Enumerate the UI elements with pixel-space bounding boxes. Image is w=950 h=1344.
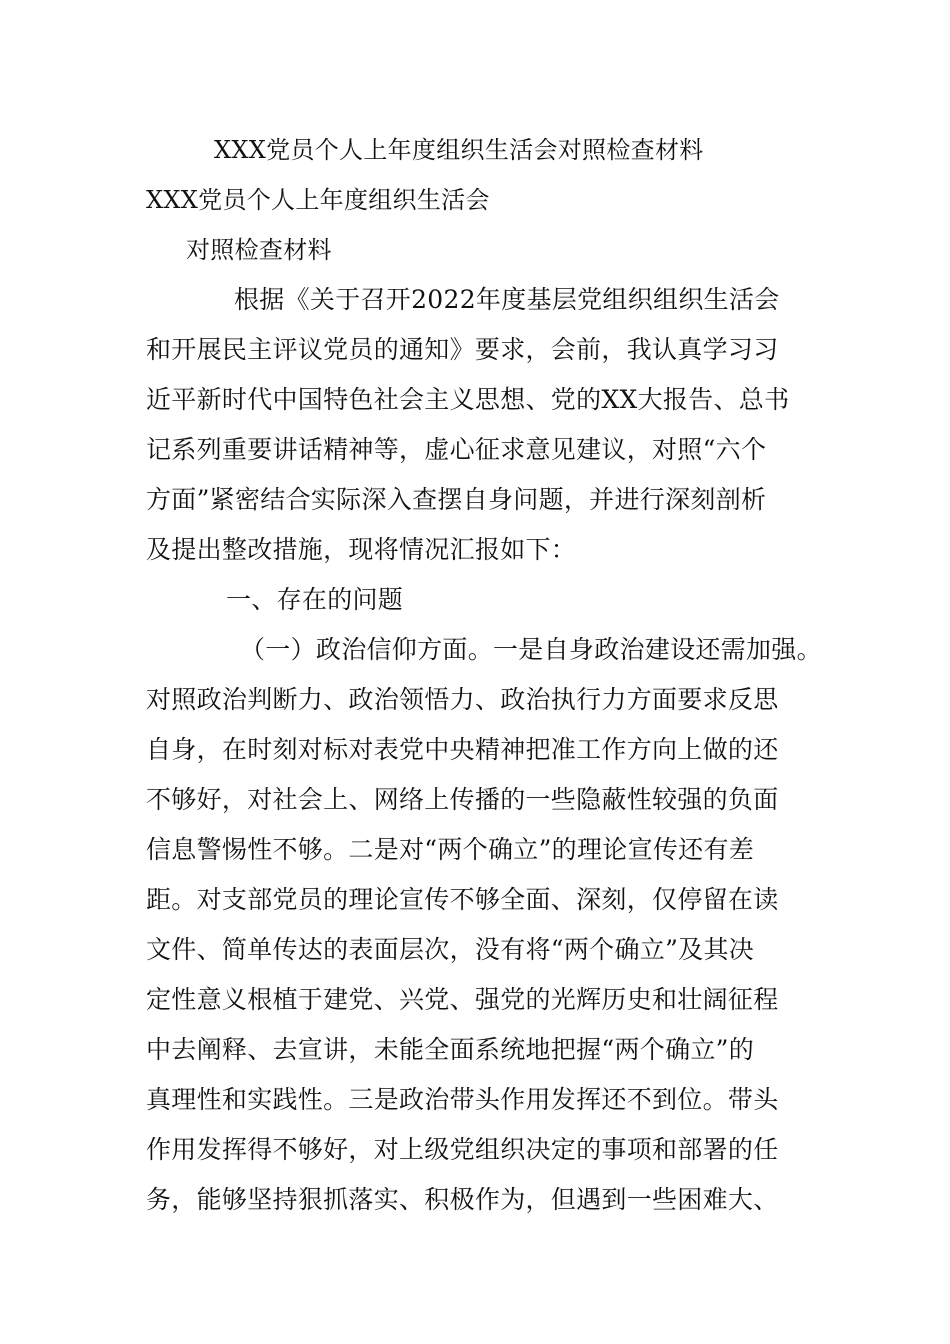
paragraph-line: 距。对支部党员的理论宣传不够全面、深刻，仅停留在读 — [146, 885, 779, 914]
paragraph-line: 定性意义根植于建党、兴党、强党的光辉历史和壮阔征程 — [146, 985, 779, 1014]
paragraph-line: 文件、简单传达的表面层次，没有将“两个确立”及其决 — [146, 935, 755, 964]
paragraph-line: 自身，在时刻对标对表党中央精神把准工作方向上做的还 — [146, 735, 779, 764]
document-subtitle-line2: 对照检查材料 — [186, 236, 332, 264]
paragraph-line: 近平新时代中国特色社会主义思想、党的XX大报告、总书 — [146, 385, 790, 414]
paragraph-line: 不够好，对社会上、网络上传播的一些隐蔽性较强的负面 — [146, 785, 779, 814]
paragraph-line: 信息警惕性不够。二是对“两个确立”的理论宣传还有差 — [146, 835, 755, 864]
document-subtitle-line1: XXX党员个人上年度组织生活会 — [146, 186, 490, 214]
paragraph-line: 真理性和实践性。三是政治带头作用发挥还不到位。带头 — [146, 1085, 779, 1114]
paragraph-line: 和开展民主评议党员的通知》要求，会前，我认真学习习 — [146, 335, 779, 364]
section-heading: 一、存在的问题 — [226, 585, 404, 614]
document-body — [146, 284, 846, 1234]
document-title: XXX党员个人上年度组织生活会对照检查材料 — [214, 136, 704, 164]
paragraph-line: 及提出整改措施，现将情况汇报如下： — [146, 535, 577, 564]
paragraph-line: 务，能够坚持狠抓落实、积极作为，但遇到一些困难大、 — [146, 1185, 779, 1214]
paragraph-line: （一）政治信仰方面。一是自身政治建设还需加强。 — [240, 635, 822, 664]
paragraph-line: 记系列重要讲话精神等，虚心征求意见建议，对照“六个 — [146, 435, 767, 464]
paragraph-line: 中去阐释、去宣讲，未能全面系统地把握“两个确立”的 — [146, 1035, 755, 1064]
paragraph-line: 方面”紧密结合实际深入查摆自身问题，并进行深刻剖析 — [146, 485, 767, 514]
paragraph-line: 作用发挥得不够好，对上级党组织决定的事项和部署的任 — [146, 1135, 779, 1164]
paragraph-line: 根据《关于召开2022年度基层党组织组织生活会 — [234, 285, 780, 314]
paragraph-line: 对照政治判断力、政治领悟力、政治执行力方面要求反思 — [146, 685, 779, 714]
